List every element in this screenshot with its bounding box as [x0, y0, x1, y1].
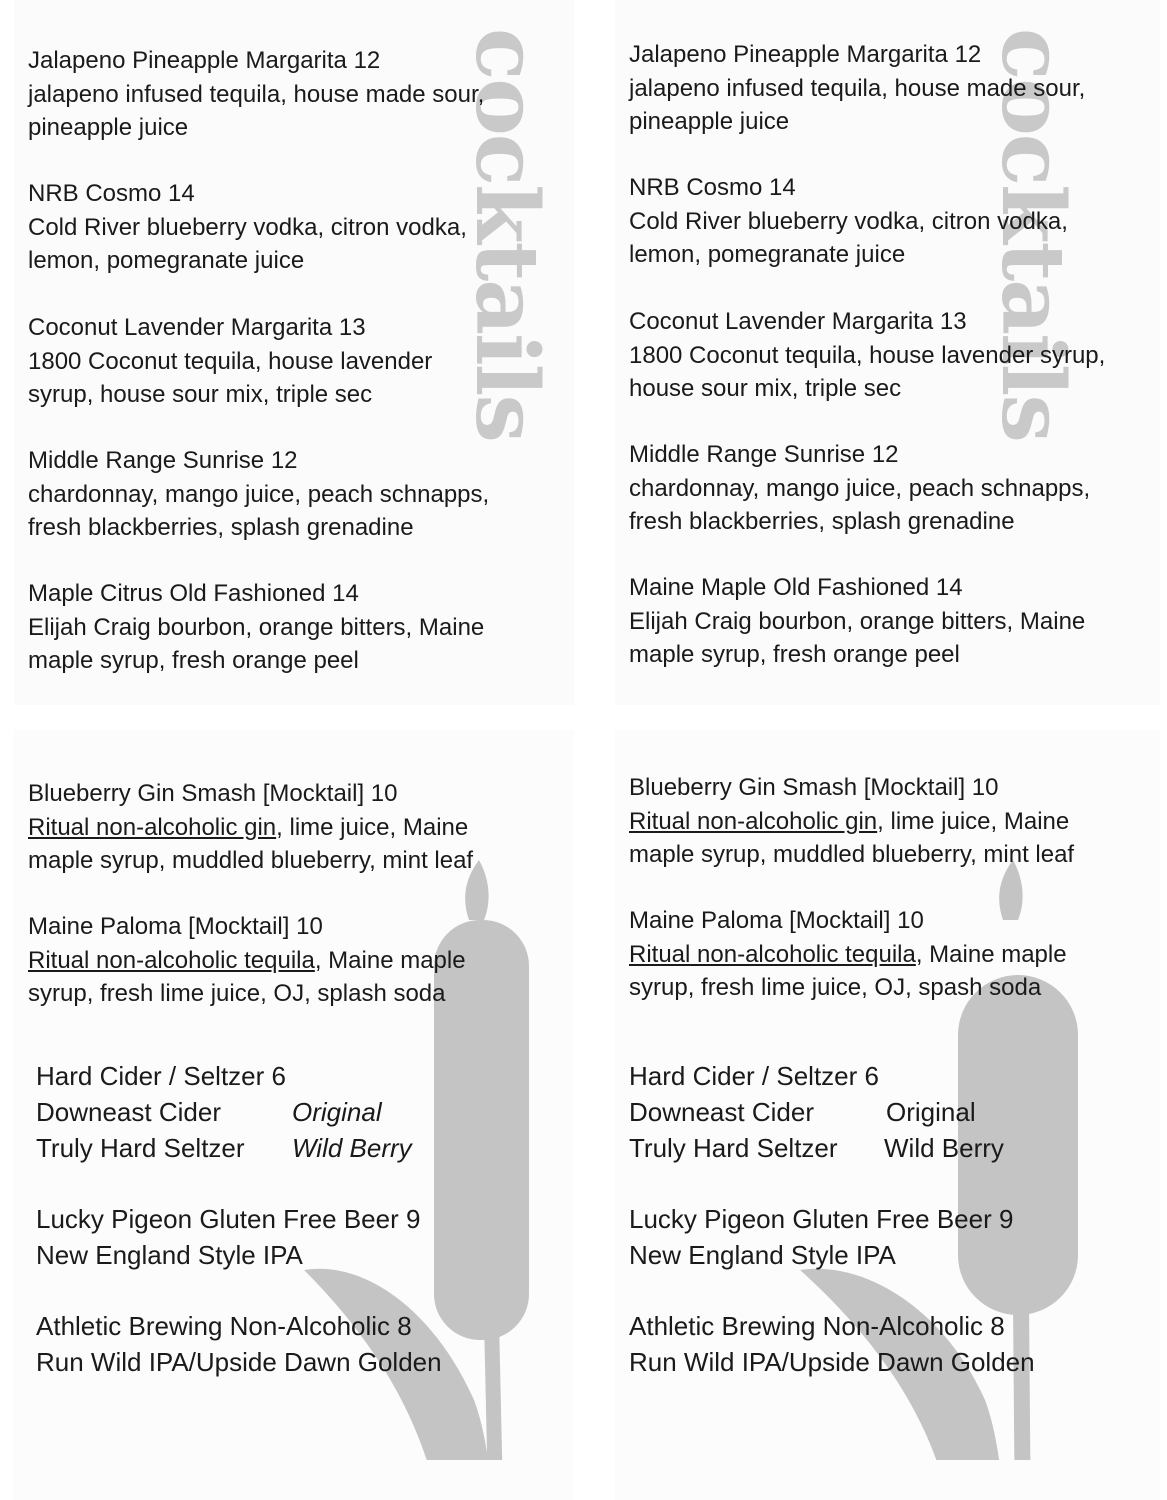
item-desc: maple syrup, muddled blueberry, mint leaf	[629, 841, 1075, 868]
item-desc: lemon, pomegranate juice	[629, 241, 906, 268]
cider-section	[36, 1058, 412, 1166]
item-desc: maple syrup, fresh orange peel	[629, 641, 960, 668]
item-price: 13	[338, 314, 366, 341]
item-desc: syrup, house sour mix, triple sec	[28, 381, 373, 408]
beer-item	[629, 1308, 1035, 1380]
item-desc: fresh blackberries, splash grenadine	[28, 514, 414, 541]
item-price: 10	[370, 780, 398, 807]
beer-desc: New England Style IPA	[629, 1240, 896, 1270]
item-desc: Elijah Craig bourbon, orange bitters, Maine	[28, 613, 485, 641]
item-desc: fresh blackberries, splash grenadine	[629, 508, 1015, 535]
drinks-panel-right	[615, 730, 1160, 1500]
cocktails-side-title: cocktails	[456, 28, 557, 441]
menu-item	[629, 171, 1160, 272]
item-desc: Cold River blueberry vodka, citron vodka,	[28, 213, 467, 241]
item-name: Jalapeno Pineapple Margarita	[629, 41, 948, 68]
item-price: 14	[332, 580, 359, 607]
item-name: Maple Citrus Old Fashioned	[28, 580, 326, 607]
ritual-link[interactable]: Ritual non-alcoholic tequila	[629, 940, 916, 968]
item-desc: pineapple juice	[28, 114, 189, 141]
mocktail-item	[629, 904, 1160, 1005]
item-price: 10	[897, 907, 924, 934]
beer-item	[36, 1201, 420, 1273]
item-desc: chardonnay, mango juice, peach schnapps,	[28, 480, 490, 508]
menu-item	[28, 444, 574, 545]
cocktails-panel-left	[14, 0, 574, 705]
beer-name: Athletic Brewing Non-Alcoholic 8	[36, 1311, 412, 1341]
beer-name: Athletic Brewing Non-Alcoholic 8	[629, 1311, 1005, 1341]
beer-name: Lucky Pigeon Gluten Free Beer 9	[36, 1204, 421, 1234]
cider-variety: Original	[886, 1097, 976, 1127]
mocktail-item	[28, 777, 574, 878]
beer-item	[36, 1308, 442, 1380]
item-desc: lemon, pomegranate juice	[28, 247, 305, 274]
cider-name: Downeast Cider	[36, 1097, 221, 1127]
item-name: Blueberry Gin Smash [Mocktail]	[629, 774, 966, 801]
menu-item	[629, 438, 1160, 539]
menu-item	[629, 38, 1160, 139]
cider-heading: Hard Cider / Seltzer 6	[36, 1061, 286, 1091]
cocktails-side-title: cocktails	[982, 28, 1083, 441]
item-price: 14	[769, 174, 796, 201]
item-name: NRB Cosmo	[629, 174, 763, 201]
cider-name: Truly Hard Seltzer	[36, 1133, 245, 1163]
item-desc: jalapeno infused tequila, house made sour,	[629, 74, 1086, 102]
menu-item	[28, 311, 574, 412]
menu-item	[28, 44, 574, 145]
item-price: 12	[871, 441, 899, 468]
beer-name: Lucky Pigeon Gluten Free Beer 9	[629, 1204, 1014, 1234]
mocktail-item	[629, 771, 1160, 872]
item-desc: maple syrup, fresh orange peel	[28, 647, 359, 674]
item-name: Coconut Lavender Margarita	[28, 314, 333, 341]
beer-desc: New England Style IPA	[36, 1240, 303, 1270]
cider-name: Downeast Cider	[629, 1097, 814, 1127]
item-price: 14	[168, 180, 195, 207]
item-name: Jalapeno Pineapple Margarita	[28, 47, 347, 74]
ritual-link[interactable]: Ritual non-alcoholic gin	[28, 813, 277, 841]
menu-item	[629, 571, 1160, 672]
cider-variety: Original	[292, 1097, 382, 1127]
item-desc: maple syrup, muddled blueberry, mint leaf	[28, 847, 474, 874]
item-price: 12	[270, 447, 298, 474]
item-desc: , Maine maple	[915, 940, 1067, 968]
item-desc: 1800 Coconut tequila, house lavender	[28, 347, 433, 375]
item-desc: chardonnay, mango juice, peach schnapps,	[629, 474, 1091, 502]
item-name: NRB Cosmo	[28, 180, 162, 207]
item-desc: Elijah Craig bourbon, orange bitters, Maine	[629, 607, 1086, 635]
menu-item	[629, 305, 1160, 406]
item-name: Middle Range Sunrise	[28, 447, 265, 474]
cider-variety: Wild Berry	[884, 1133, 1004, 1163]
item-name: Maine Paloma [Mocktail]	[28, 913, 290, 940]
item-desc: , lime juice, Maine	[877, 807, 1070, 835]
mocktail-item	[28, 910, 574, 1011]
ritual-link[interactable]: Ritual non-alcoholic tequila	[28, 946, 315, 974]
item-name: Coconut Lavender Margarita	[629, 308, 934, 335]
menu-item	[28, 577, 574, 678]
item-desc: syrup, fresh lime juice, OJ, spash soda	[629, 974, 1042, 1001]
item-desc: syrup, fresh lime juice, OJ, splash soda	[28, 980, 446, 1007]
item-desc: house sour mix, triple sec	[629, 375, 902, 402]
beer-desc: Run Wild IPA/Upside Dawn Golden	[629, 1347, 1035, 1377]
item-price: 10	[971, 774, 999, 801]
item-price: 12	[954, 41, 982, 68]
item-price: 14	[935, 574, 963, 601]
item-desc: pineapple juice	[629, 108, 790, 135]
cider-name: Truly Hard Seltzer	[629, 1133, 838, 1163]
item-name: Middle Range Sunrise	[629, 441, 866, 468]
beer-desc: Run Wild IPA/Upside Dawn Golden	[36, 1347, 442, 1377]
cider-heading: Hard Cider / Seltzer 6	[629, 1061, 879, 1091]
item-desc: Cold River blueberry vodka, citron vodka,	[629, 207, 1068, 235]
item-desc: jalapeno infused tequila, house made sour,	[28, 80, 485, 108]
beer-item	[629, 1201, 1013, 1273]
menu-item	[28, 177, 574, 278]
item-name: Maine Maple Old Fashioned	[629, 574, 930, 601]
ritual-link[interactable]: Ritual non-alcoholic gin	[629, 807, 878, 835]
cocktails-panel-right	[615, 0, 1160, 705]
item-price: 12	[353, 47, 381, 74]
item-desc: , Maine maple	[314, 946, 466, 974]
item-price: 10	[296, 913, 323, 940]
drinks-panel-left	[14, 730, 574, 1500]
item-desc: , lime juice, Maine	[276, 813, 469, 841]
cider-variety: Wild Berry	[292, 1133, 412, 1163]
item-name: Maine Paloma [Mocktail]	[629, 907, 891, 934]
item-desc: 1800 Coconut tequila, house lavender syrup,	[629, 341, 1106, 369]
item-name: Blueberry Gin Smash [Mocktail]	[28, 780, 365, 807]
item-price: 13	[939, 308, 967, 335]
cider-section	[629, 1058, 1004, 1166]
